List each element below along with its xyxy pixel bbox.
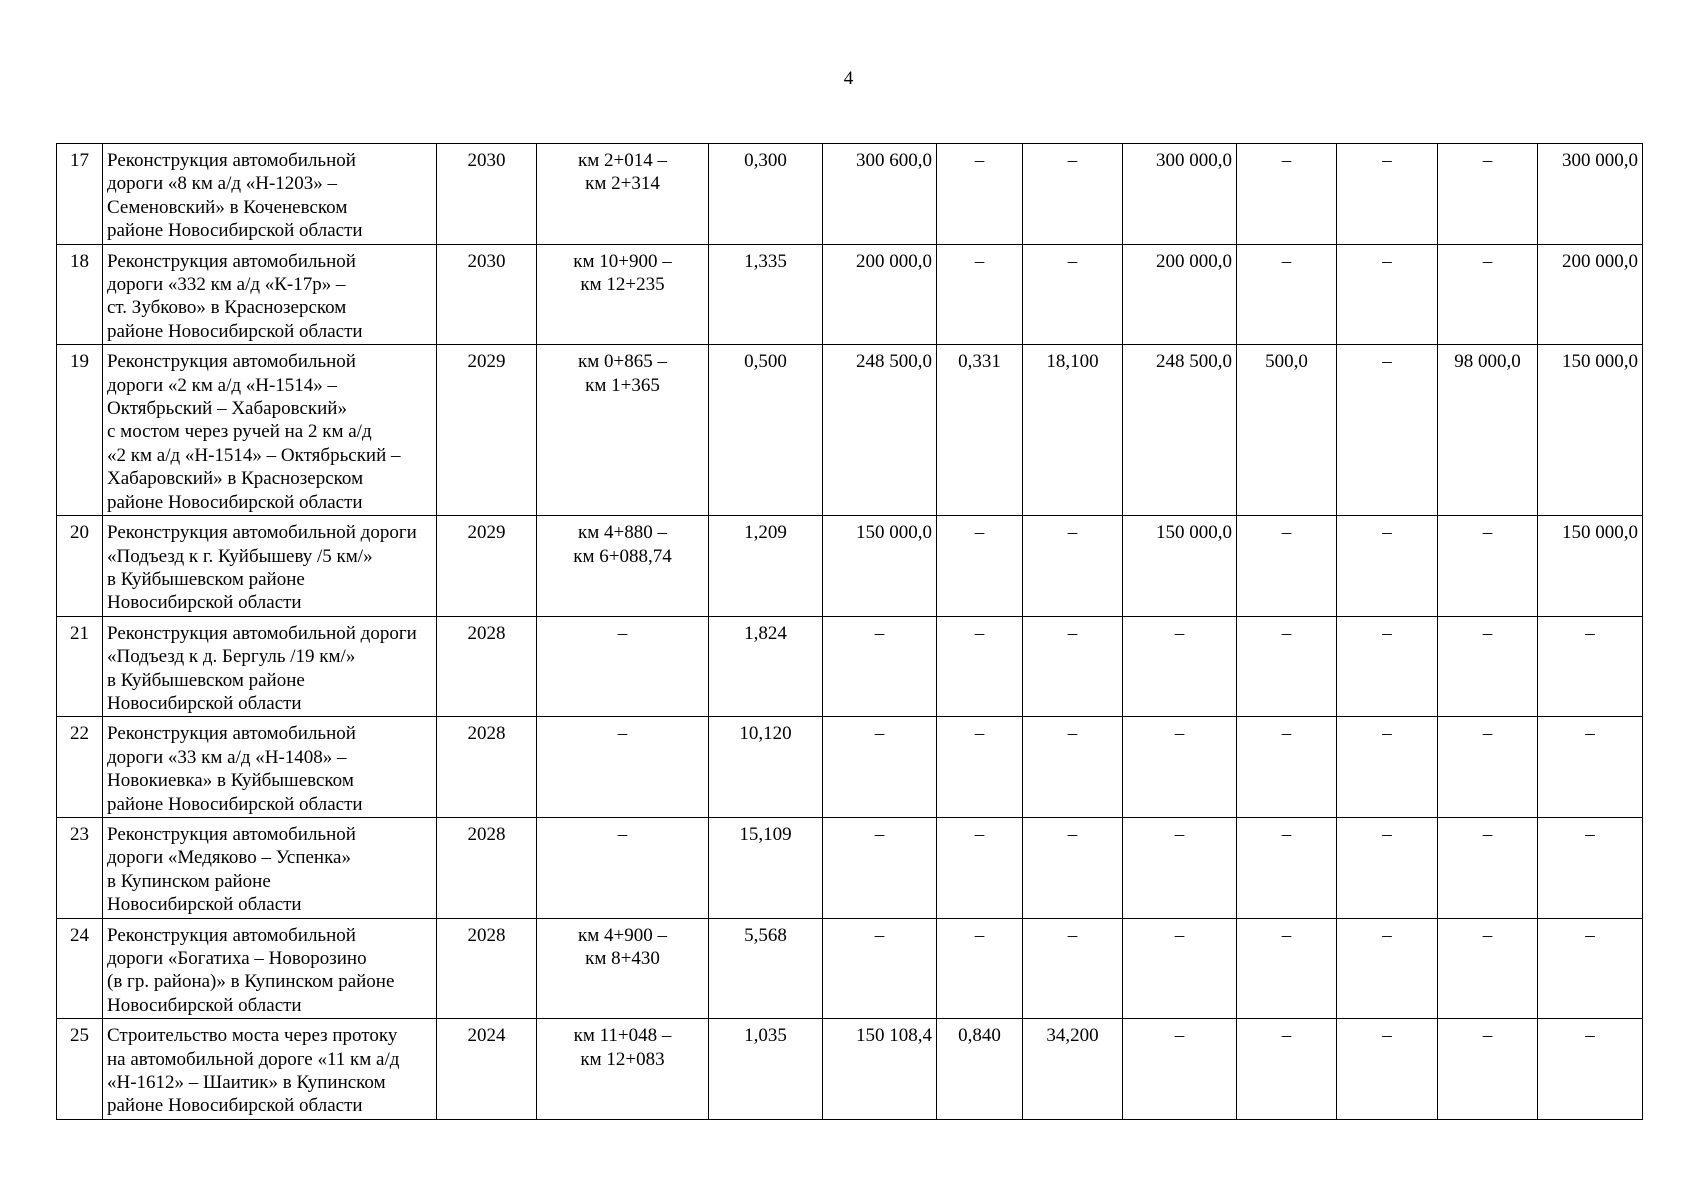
value-col-2: – [937,616,1023,717]
km-range: км 11+048 – км 12+083 [537,1019,709,1120]
value-col-7: – [1438,817,1538,918]
value-col-2: – [937,144,1023,245]
value-col-1: – [823,717,937,818]
km-range: км 4+900 – км 8+430 [537,918,709,1019]
km-range: – [537,817,709,918]
value-col-3: – [1023,244,1123,345]
value-col-4: 300 000,0 [1123,144,1237,245]
completion-year: 2030 [437,144,537,245]
table-row [57,345,1643,516]
value-col-4: 150 000,0 [1123,516,1237,617]
value-col-1: – [823,616,937,717]
project-name: Реконструкция автомобильной дороги «2 км а/д «Н-1514» – Октябрьский – Хабаровский» с мостом через ручей на 2 км а/д «2 км а/д «Н-1514» – Октябрьский – Хабаровский» в Краснозерском районе Новосибирской области [103,345,437,516]
value-col-4: – [1123,616,1237,717]
value-col-3: – [1023,144,1123,245]
value-col-1: 248 500,0 [823,345,937,516]
km-range: км 4+880 – км 6+088,74 [537,516,709,617]
table-row [57,144,1643,245]
project-name: Реконструкция автомобильной дороги «Медяково – Успенка» в Купинском районе Новосибирской области [103,817,437,918]
row-number: 19 [57,345,103,516]
value-col-3: – [1023,717,1123,818]
length-km: 15,109 [709,817,823,918]
value-col-1: 150 108,4 [823,1019,937,1120]
value-col-6: – [1337,616,1438,717]
value-col-6: – [1337,345,1438,516]
table-row [57,817,1643,918]
length-km: 10,120 [709,717,823,818]
value-col-6: – [1337,918,1438,1019]
value-col-5: – [1237,1019,1337,1120]
value-col-1: 150 000,0 [823,516,937,617]
km-range: км 10+900 – км 12+235 [537,244,709,345]
length-km: 1,035 [709,1019,823,1120]
value-col-8: – [1538,918,1643,1019]
row-number: 22 [57,717,103,818]
value-col-4: – [1123,1019,1237,1120]
table-row [57,1019,1643,1120]
value-col-5: – [1237,918,1337,1019]
project-name: Реконструкция автомобильной дороги «Подъезд к г. Куйбышеву /5 км/» в Куйбышевском районе Новосибирской области [103,516,437,617]
value-col-1: – [823,817,937,918]
value-col-3: – [1023,817,1123,918]
value-col-2: – [937,516,1023,617]
value-col-8: – [1538,616,1643,717]
completion-year: 2029 [437,516,537,617]
table-row [57,616,1643,717]
value-col-7: 98 000,0 [1438,345,1538,516]
value-col-4: 248 500,0 [1123,345,1237,516]
value-col-1: 200 000,0 [823,244,937,345]
value-col-8: – [1538,1019,1643,1120]
value-col-6: – [1337,516,1438,617]
value-col-3: – [1023,616,1123,717]
value-col-8: 150 000,0 [1538,516,1643,617]
row-number: 24 [57,918,103,1019]
km-range: км 0+865 – км 1+365 [537,345,709,516]
value-col-8: 150 000,0 [1538,345,1643,516]
value-col-2: 0,331 [937,345,1023,516]
project-name: Реконструкция автомобильной дороги «33 км а/д «Н-1408» – Новокиевка» в Куйбышевском районе Новосибирской области [103,717,437,818]
value-col-6: – [1337,244,1438,345]
value-col-7: – [1438,616,1538,717]
completion-year: 2024 [437,1019,537,1120]
value-col-5: 500,0 [1237,345,1337,516]
length-km: 1,824 [709,616,823,717]
value-col-3: – [1023,516,1123,617]
length-km: 5,568 [709,918,823,1019]
value-col-2: – [937,918,1023,1019]
completion-year: 2028 [437,918,537,1019]
value-col-4: 200 000,0 [1123,244,1237,345]
row-number: 21 [57,616,103,717]
value-col-8: 200 000,0 [1538,244,1643,345]
table-row [57,717,1643,818]
value-col-6: – [1337,1019,1438,1120]
length-km: 0,300 [709,144,823,245]
value-col-2: – [937,244,1023,345]
value-col-3: 18,100 [1023,345,1123,516]
project-name: Строительство моста через протоку на автомобильной дороге «11 км а/д «Н-1612» – Шаитик» в Купинском районе Новосибирской области [103,1019,437,1120]
row-number: 17 [57,144,103,245]
value-col-6: – [1337,144,1438,245]
value-col-7: – [1438,516,1538,617]
length-km: 0,500 [709,345,823,516]
value-col-3: – [1023,918,1123,1019]
value-col-8: – [1538,817,1643,918]
completion-year: 2029 [437,345,537,516]
project-name: Реконструкция автомобильной дороги «332 км а/д «К-17р» – ст. Зубково» в Краснозерском районе Новосибирской области [103,244,437,345]
project-name: Реконструкция автомобильной дороги «Богатиха – Новорозино (в гр. района)» в Купинском районе Новосибирской области [103,918,437,1019]
row-number: 18 [57,244,103,345]
value-col-8: 300 000,0 [1538,144,1643,245]
value-col-8: – [1538,717,1643,818]
value-col-4: – [1123,918,1237,1019]
value-col-6: – [1337,717,1438,818]
value-col-5: – [1237,516,1337,617]
completion-year: 2030 [437,244,537,345]
row-number: 25 [57,1019,103,1120]
value-col-6: – [1337,817,1438,918]
completion-year: 2028 [437,817,537,918]
completion-year: 2028 [437,717,537,818]
value-col-7: – [1438,918,1538,1019]
value-col-7: – [1438,144,1538,245]
length-km: 1,335 [709,244,823,345]
completion-year: 2028 [437,616,537,717]
value-col-3: 34,200 [1023,1019,1123,1120]
value-col-5: – [1237,817,1337,918]
project-name: Реконструкция автомобильной дороги «8 км а/д «Н-1203» – Семеновский» в Коченевском районе Новосибирской области [103,144,437,245]
table-row [57,516,1643,617]
row-number: 23 [57,817,103,918]
page-number: 4 [843,68,854,89]
road-projects-table [56,143,1643,1120]
value-col-1: – [823,918,937,1019]
value-col-5: – [1237,616,1337,717]
km-range: – [537,616,709,717]
value-col-1: 300 600,0 [823,144,937,245]
value-col-5: – [1237,244,1337,345]
value-col-7: – [1438,1019,1538,1120]
value-col-7: – [1438,717,1538,818]
table-row [57,244,1643,345]
value-col-4: – [1123,817,1237,918]
value-col-4: – [1123,717,1237,818]
value-col-5: – [1237,717,1337,818]
km-range: – [537,717,709,818]
value-col-2: 0,840 [937,1019,1023,1120]
value-col-2: – [937,717,1023,818]
value-col-5: – [1237,144,1337,245]
value-col-2: – [937,817,1023,918]
project-name: Реконструкция автомобильной дороги «Подъезд к д. Бергуль /19 км/» в Куйбышевском районе Новосибирской области [103,616,437,717]
table-row [57,918,1643,1019]
km-range: км 2+014 – км 2+314 [537,144,709,245]
value-col-7: – [1438,244,1538,345]
row-number: 20 [57,516,103,617]
length-km: 1,209 [709,516,823,617]
